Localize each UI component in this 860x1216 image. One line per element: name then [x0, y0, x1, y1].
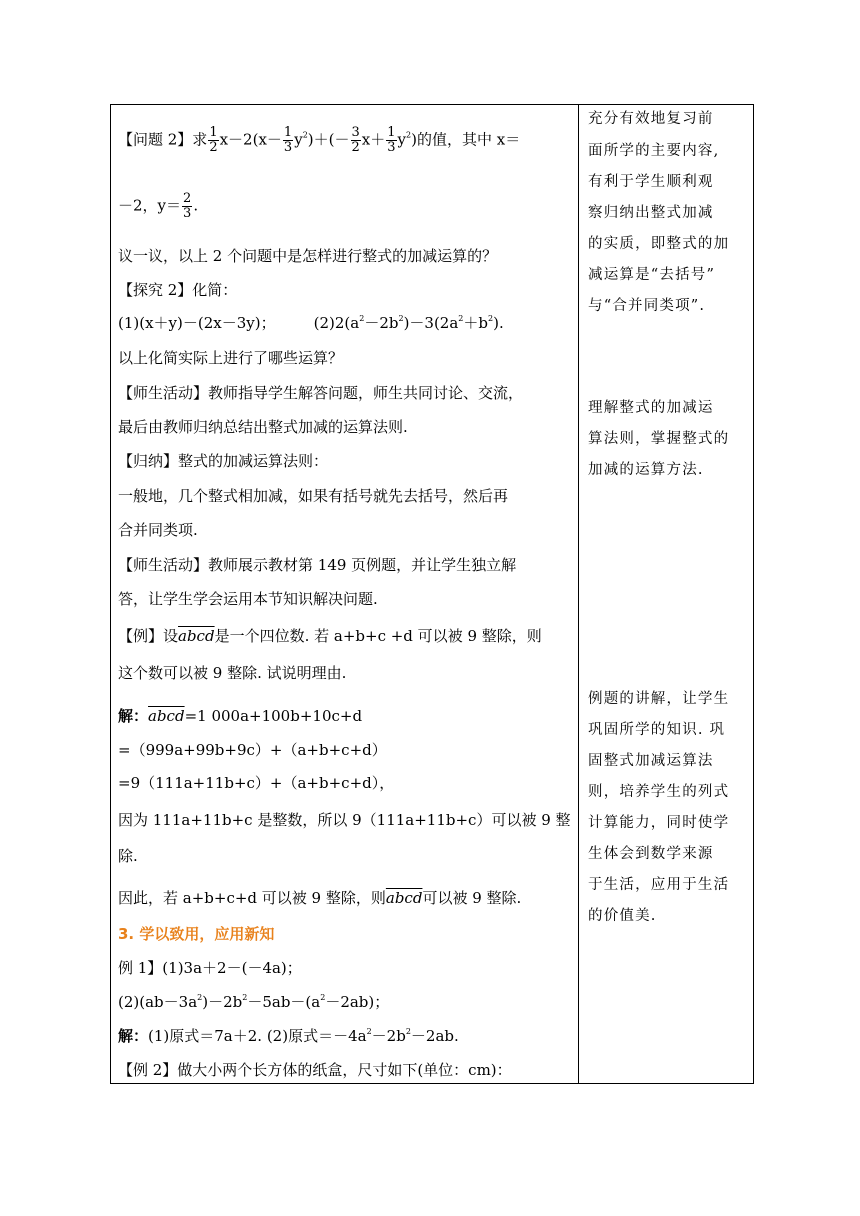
note-3-line: 于生活，应用于生活 [588, 877, 730, 893]
note-3-line: 计算能力，同时使学 [588, 815, 730, 831]
solution-line5: 除. [118, 847, 138, 865]
question-2-line2: －2，y＝ $\frac{2}{3}$ . [118, 191, 199, 221]
note-3-line: 固整式加减运算法 [588, 753, 714, 769]
note-2-line: 算法则，掌握整式的 [588, 431, 730, 447]
note-1-line: 面所学的主要内容, [588, 143, 720, 159]
explore-2-question: 以上化简实际上进行了哪些运算？ [118, 349, 344, 367]
answer-line: 解：(1)原式＝7a＋2. (2)原式$=-4a^2-2b^2-2ab$. [118, 1027, 459, 1045]
solution-line2: =（999a+99b+9c）+（a+b+c+d） [118, 741, 387, 759]
summary-line2: 合并同类项. [118, 521, 198, 539]
note-3-line: 例题的讲解，让学生 [588, 691, 730, 707]
table-column-divider [578, 104, 579, 1084]
note-1-line: 察归纳出整式加减 [588, 205, 714, 221]
example-line1: 【例】设abcd是一个四位数. 若 a+b+c +d 可以被 9 整除，则 [118, 627, 542, 645]
solution-line1: 解：abcd=1 000a+100b+10c+d [118, 707, 363, 725]
example-1-line2: $(2)(ab-3a^2)-2b^2-5ab-(a^2-2ab)$； [118, 993, 390, 1011]
fraction: $\frac{1}{2}$ [209, 125, 218, 155]
example-2-line: 【例 2】做大小两个长方体的纸盒，尺寸如下(单位：cm)： [118, 1061, 512, 1079]
explore-2-title: 【探究 2】化简： [118, 281, 238, 299]
activity-1-line2: 最后由教师归纳总结出整式加减的运算法则. [118, 418, 408, 436]
solution-line3: =9（111a+11b+c）+（a+b+c+d）， [118, 774, 395, 792]
activity-1-line1: 【师生活动】教师指导学生解答问题，师生共同讨论、交流， [118, 384, 524, 402]
abcd-overline: abcd [385, 889, 423, 907]
note-1-line: 的实质，即整式的加 [588, 236, 730, 252]
fraction: $\frac{3}{2}$ [351, 125, 360, 155]
solution-line6: 因此，若 a+b+c+d 可以被 9 整除，则abcd可以被 9 整除. [118, 889, 522, 907]
abcd-overline: abcd [178, 627, 215, 645]
note-2-line: 加减的运算方法. [588, 462, 704, 478]
explore-2-items: (1)(x＋y)－(2x－3y)； $(2)2(a^2-2b^2)-3(2a^2+b^2)$. [118, 314, 504, 332]
note-1-line: 减运算是“去括号” [588, 267, 716, 283]
fraction: $\frac{1}{3}$ [387, 125, 396, 155]
note-3-line: 则，培养学生的列式 [588, 784, 730, 800]
note-1-line: 与“合并同类项”. [588, 298, 706, 314]
note-3-line: 的价值美. [588, 908, 657, 924]
example-1-line1: 例 1】(1)3a＋2－(－4a)； [118, 959, 302, 977]
summary-title: 【归纳】整式的加减运算法则： [118, 452, 329, 470]
question-2-line1: 【问题 2】求 $\frac{1}{2}$ x－2(x－ $\frac{1}{3}$ $y^2)+(-$ $\frac{3}{2}$ x＋ $\frac{1}{3}$ $y^2$)的值，其中 x＝ [118, 125, 521, 155]
summary-line1: 一般地，几个整式相加减，如果有括号就先去括号，然后再 [118, 487, 509, 505]
example-line2: 这个数可以被 9 整除. 试说明理由. [118, 664, 347, 682]
activity-2-line2: 答，让学生学会运用本节知识解决问题. [118, 590, 378, 608]
fraction: $\frac{1}{3}$ [283, 125, 293, 155]
note-3-line: 生体会到数学来源 [588, 846, 714, 862]
note-3-line: 巩固所学的知识. 巩 [588, 722, 726, 738]
note-1-line: 有利于学生顺利观 [588, 174, 714, 190]
section-3-heading: 3. 学以致用，应用新知 [118, 925, 275, 943]
note-1-line: 充分有效地复习前 [588, 111, 714, 127]
activity-2-line1: 【师生活动】教师展示教材第 149 页例题，并让学生独立解 [118, 556, 517, 574]
fraction: $\frac{2}{3}$ [183, 191, 192, 221]
solution-line4: 因为 111a+11b+c 是整数，所以 9（111a+11b+c）可以被 9 整 [118, 811, 571, 829]
abcd-overline: abcd [148, 707, 185, 725]
note-2-line: 理解整式的加减运 [588, 400, 714, 416]
discuss-text: 议一议，以上 2 个问题中是怎样进行整式的加减运算的？ [118, 247, 498, 265]
